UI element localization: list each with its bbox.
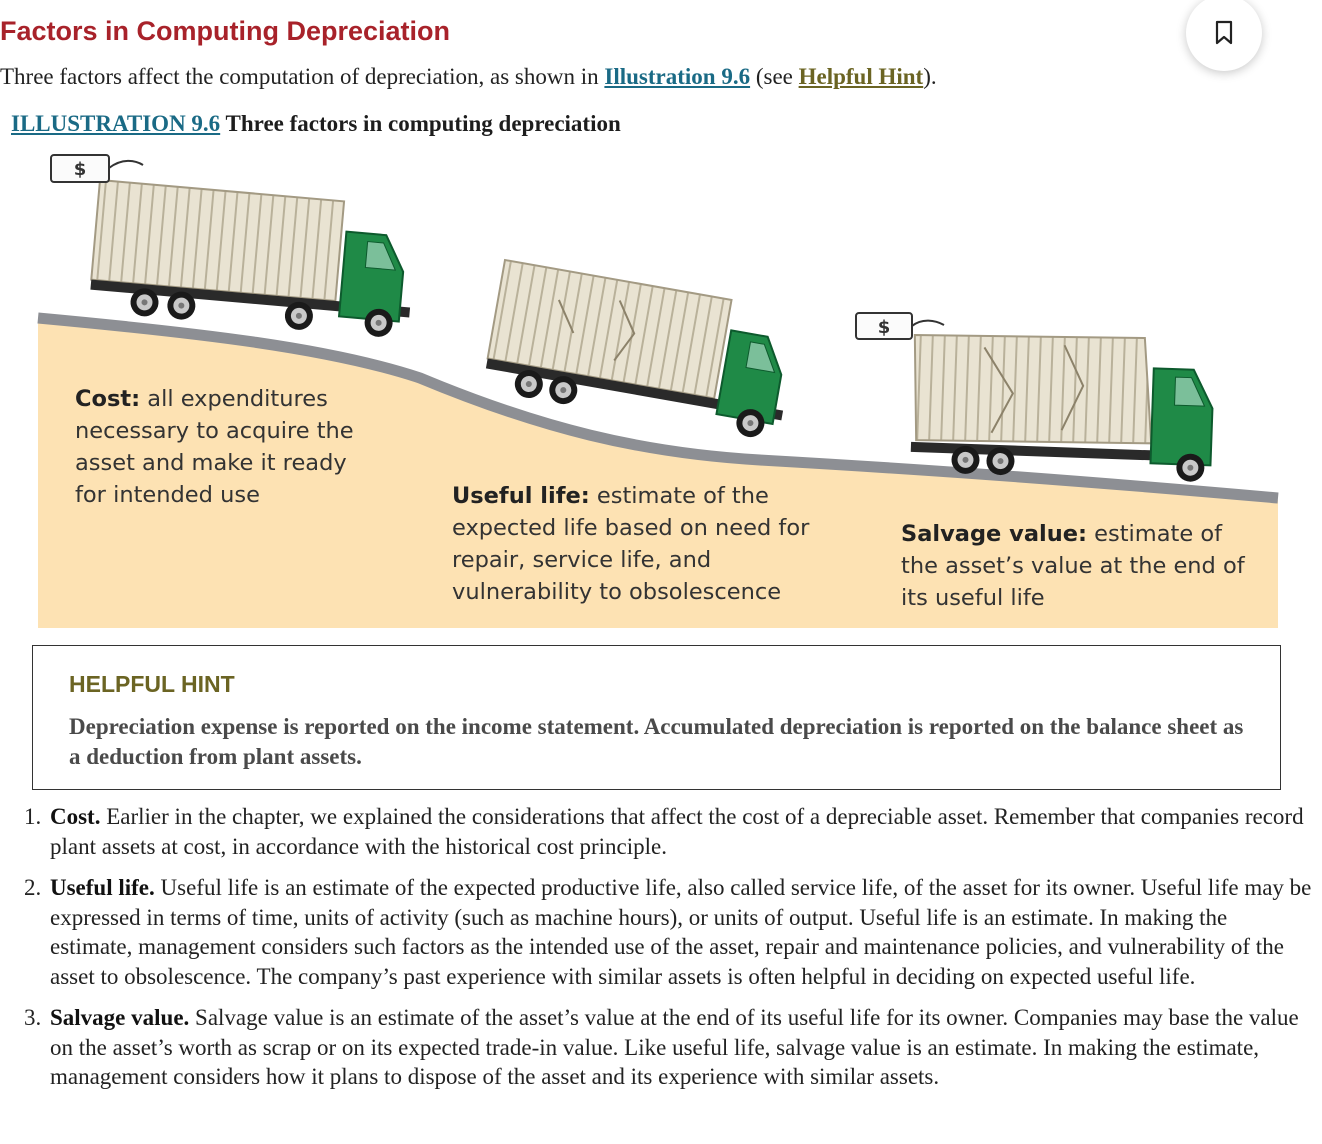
label-line: repair, service life, and [452,547,712,573]
intro-text-middle: (see [750,64,799,89]
factors-list [24,802,1314,1104]
illustration-caption-text: Three factors in computing depreciation [220,111,621,136]
label-term: Useful life: [452,483,590,509]
section-title: Factors in Computing Depreciation [0,16,451,46]
illustration-caption [11,111,621,137]
list-item [24,873,1314,991]
label-cost [75,383,354,511]
label-line: asset and make it ready [75,450,347,476]
truck-salvage [910,330,1215,482]
label-line: for intended use [75,482,260,508]
label-term: Cost: [75,386,141,412]
label-line: necessary to acquire the [75,418,354,444]
truck-new [88,180,418,339]
list-item [24,1003,1314,1092]
factor-text: Salvage value is an estimate of the asset’s value at the end of its useful life for its owner. Companies may base the value on the asset’s worth as scrap or on its expected trade-in value. Like useful life, salvage value is an estimate. In making the estimate, management considers how it plans to dispose of the asset and its experience with similar assets. [50,1005,1299,1089]
label-line: its useful life [901,585,1045,611]
price-tag-symbol: $ [877,317,891,338]
helpful-hint-link[interactable]: Helpful Hint [798,64,924,89]
factor-term: Cost. [50,804,101,829]
intro-text: Three factors affect the computation of depreciation, as shown in [0,64,605,89]
label-line: the asset’s value at the end of [901,553,1245,579]
label-term: Salvage value: [901,521,1087,547]
price-tag-new [51,155,143,182]
factor-term: Salvage value. [50,1005,190,1030]
price-tag-symbol: $ [73,159,87,180]
label-salvage-value [901,518,1245,614]
factor-text: Earlier in the chapter, we explained the considerations that affect the cost of a depreciable asset. Remember that companies record plant assets at cost, in accordance with the historical cost principle. [50,804,1304,859]
helpful-hint-body: Depreciation expense is reported on the income statement. Accumulated depreciation is reported on the balance sheet as a deduction from plant assets. [69,714,1244,769]
label-useful-life [452,480,809,608]
label-line: vulnerability to obsolescence [452,579,782,605]
factor-term: Useful life. [50,875,155,900]
list-number: 3. [24,1005,42,1030]
illustration-link[interactable]: Illustration 9.6 [604,64,751,89]
label-line: estimate of [1087,521,1222,547]
list-number: 1. [24,804,42,829]
intro-paragraph [0,64,937,90]
helpful-hint-box [32,645,1281,790]
list-number: 2. [24,875,42,900]
label-line: estimate of the [589,483,769,509]
bookmark-icon [1214,20,1234,46]
helpful-hint-heading: HELPFUL HINT [69,671,235,697]
list-item [24,802,1314,861]
intro-text-end: ). [923,64,937,89]
illustration-number[interactable]: ILLUSTRATION 9.6 [11,111,221,136]
factor-text: Useful life is an estimate of the expected productive life, also called service life, of the asset for its owner. Useful life may be expressed in terms of time, units of activity (such as machine hours), or units of output. Useful life is an estimate. In making the estimate, management considers such factors as the intended use of the asset, repair and maintenance policies, and vulnerability of the asset to obsolescence. The company’s past experience with similar assets is often helpful in deciding on expected useful life. [50,875,1312,989]
label-line: all expenditures [140,386,328,412]
bookmark-button[interactable] [1186,0,1262,71]
label-line: expected life based on need for [452,515,810,541]
